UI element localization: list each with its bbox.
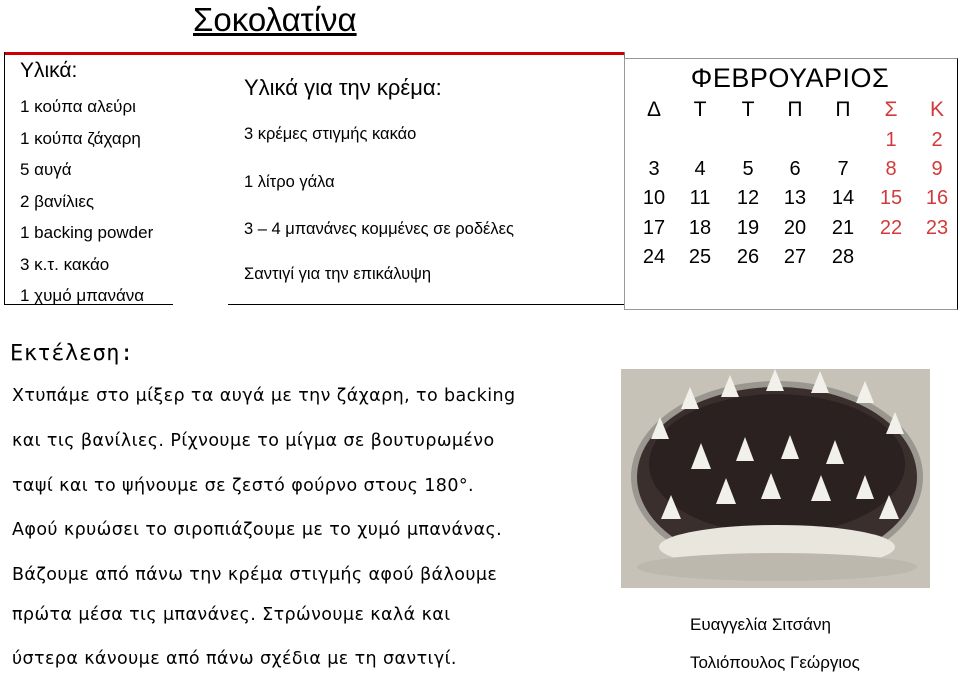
list-item: 1 λίτρο γάλα <box>244 173 335 191</box>
calendar-weekday: Κ <box>929 98 944 121</box>
calendar-weekday: Π <box>835 98 851 121</box>
execution-line: Αφού κρυώσει το σιροπιάζουμε με το χυμό μπανάνας. <box>12 520 503 540</box>
calendar-day: 18 <box>688 217 712 239</box>
calendar-day: 19 <box>736 217 760 239</box>
execution-line: Βάζουμε από πάνω την κρέμα στιγμής αφού βάλουμε <box>12 565 498 585</box>
calendar-day: 25 <box>688 246 712 268</box>
calendar-weekday: Τ <box>741 98 755 121</box>
calendar-day: 8 <box>885 158 897 180</box>
author-name: Τολιόπουλος Γεώργιος <box>690 653 860 672</box>
calendar-day: 13 <box>783 187 807 209</box>
calendar-day: 14 <box>831 187 855 209</box>
ingredients-list <box>20 91 153 312</box>
calendar-day: 28 <box>831 246 855 268</box>
calendar-day: 24 <box>642 246 666 268</box>
dessert-illustration <box>621 369 930 588</box>
calendar-day: 15 <box>879 187 903 209</box>
calendar-day: 20 <box>783 217 807 239</box>
calendar-day: 7 <box>837 158 849 180</box>
list-item: 1 κούπα αλεύρι <box>20 97 136 116</box>
list-item: 1 backing powder <box>20 223 154 242</box>
ingredients-heading: Υλικά: <box>20 59 78 82</box>
calendar-day: 16 <box>925 187 949 209</box>
calendar-day: 22 <box>879 217 903 239</box>
author-name: Ευαγγελία Σιτσάνη <box>690 615 831 634</box>
list-item: 3 κ.τ. κακάο <box>20 254 110 274</box>
calendar-day: 21 <box>831 217 855 239</box>
page-title: Σοκολατίνα <box>193 1 357 38</box>
calendar-weekday: Π <box>787 98 803 121</box>
list-item: 1 κούπα ζάχαρη <box>20 128 141 148</box>
calendar-day: 10 <box>642 187 666 209</box>
calendar-day: 2 <box>931 129 943 151</box>
list-item: 3 – 4 μπανάνες κομμένες σε ροδέλες <box>244 220 514 238</box>
calendar-day: 6 <box>789 158 801 180</box>
execution-line: πρώτα μέσα τις μπανάνες. Στρώνουμε καλά και <box>12 605 451 625</box>
execution-line: ταψί και το ψήνουμε σε ζεστό φούρνο στους 180°. <box>12 476 474 496</box>
execution-heading: Εκτέλεση: <box>10 341 134 366</box>
cream-heading: Υλικά για την κρέμα: <box>244 75 442 100</box>
calendar-day: 4 <box>694 158 706 180</box>
calendar-day: 23 <box>925 217 949 239</box>
calendar-day: 11 <box>689 187 711 209</box>
calendar-weekday: Δ <box>646 98 662 121</box>
calendar-day: 12 <box>736 187 760 209</box>
dessert-photo <box>621 369 930 588</box>
list-item: 2 βανίλιες <box>20 191 95 211</box>
execution-line: Χτυπάμε στο μίξερ τα αυγά με την ζάχαρη, το backing <box>12 386 516 406</box>
calendar-day: 27 <box>783 246 807 268</box>
calendar-day: 17 <box>642 217 666 239</box>
calendar-day: 1 <box>885 129 897 151</box>
calendar-weekday: Τ <box>693 98 707 121</box>
calendar-day: 3 <box>648 158 660 180</box>
list-item: 1 χυμό μπανάνα <box>20 286 145 305</box>
calendar-day: 9 <box>931 158 943 180</box>
calendar-day: 26 <box>736 246 760 268</box>
calendar-month: ΦΕΒΡΟΥΑΡΙΟΣ <box>690 63 890 93</box>
execution-line: και τις βανίλιες. Ρίχνουμε το μίγμα σε βουτυρωμένο <box>12 431 495 451</box>
list-item: 5 αυγά <box>20 160 72 179</box>
list-item: 3 κρέμες στιγμής κακάο <box>244 125 417 143</box>
calendar-weekday: Σ <box>884 98 898 121</box>
calendar-box <box>624 58 958 310</box>
list-item: Σαντιγί για την επικάλυψη <box>244 265 432 283</box>
execution-line: ύστερα κάνουμε από πάνω σχέδια με τη σαντιγί. <box>12 649 457 669</box>
calendar-day: 5 <box>742 158 754 180</box>
